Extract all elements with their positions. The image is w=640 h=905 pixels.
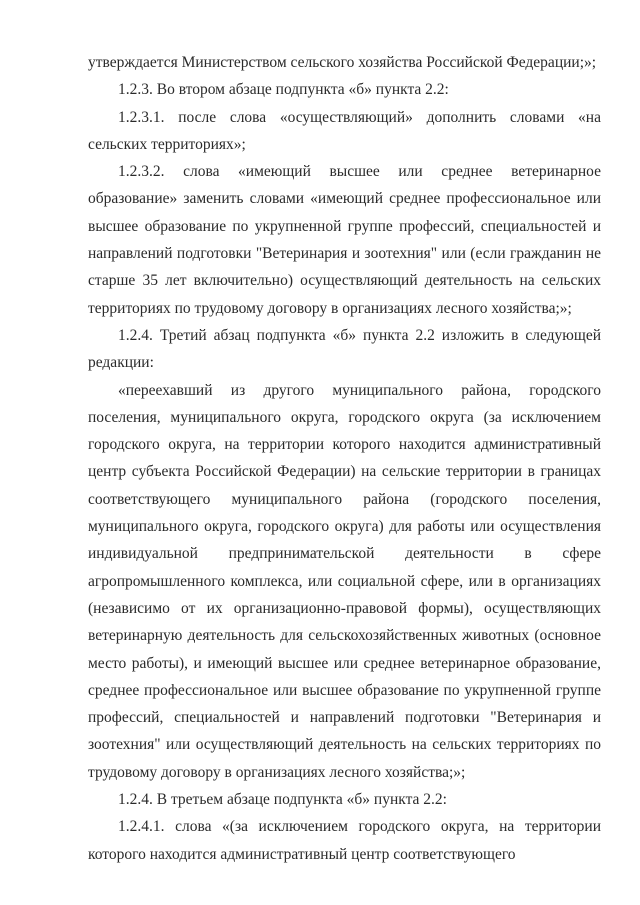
paragraph-1-2-4-second: 1.2.4. В третьем абзаце подпункта «б» пункта 2.2:: [118, 791, 447, 809]
paragraph-1-2-3-1: 1.2.3.1. после слова «осуществляющий» дополнить словами «на сельских территориях»;: [88, 108, 601, 153]
paragraph-1-2-4-1: 1.2.4.1. слова «(за исключением городского округа, на территории которого находится административный центр соответствующего: [88, 818, 601, 863]
paragraph-quoted-text: «переехавший из другого муниципального района, городского поселения, муниципального округа, городского округа (за исключением городского округа, на территории которого находится административный центр субъекта Российской Федерации) на сельские территории в границах соответствующего муниципального района (городского поселения, муниципального округа, городского округа) для работы или осуществления индивидуальной предпринимательской деятельности в сфере агропромышленного комплекса, или социальной сфере, или в организациях (независимо от их организационно-правовой формы), осуществляющих ветеринарную деятельность для сельскохозяйственных животных (основное место работы), и имеющий высшее или среднее ветеринарное образование, среднее профессиональное или высшее образование по укрупненной группе профессий, специальностей и направлений подготовки "Ветеринария и зоотехния" или осуществляющий деятельность на сельских территориях по трудовому договору в организациях лесного хозяйства;»;: [88, 381, 601, 781]
paragraph-intro: утверждается Министерством сельского хозяйства Российской Федерации;»;: [88, 54, 597, 71]
paragraph-1-2-3: 1.2.3. Во втором абзаце подпункта «б» пункта 2.2:: [118, 81, 449, 99]
paragraph-1-2-4: 1.2.4. Третий абзац подпункта «б» пункта 2.2 изложить в следующей редакции:: [88, 326, 601, 372]
paragraph-1-2-3-2: 1.2.3.2. слова «имеющий высшее или среднее ветеринарное образование» заменить словами «имеющий среднее профессиональное или высшее образование по укрупненной группе профессий, специальностей и направлений подготовки "Ветеринария и зоотехния" или (если гражданин не старше 35 лет включительно) осуществляющий деятельность на сельских территориях по трудовому договору в организациях лесного хозяйства;»;: [88, 163, 601, 317]
document-body: [88, 49, 601, 868]
